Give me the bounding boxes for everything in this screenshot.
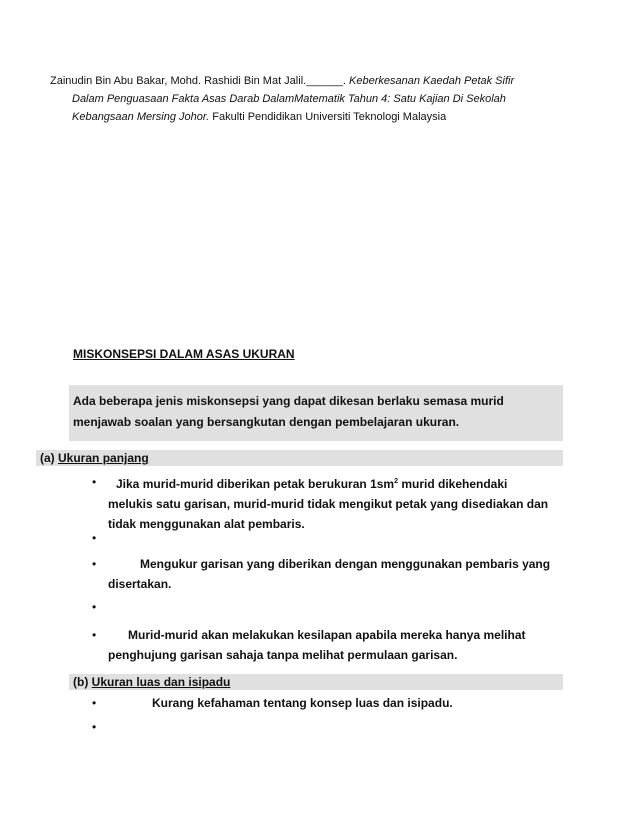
list-item-text xyxy=(108,472,560,534)
subsection-title-a: Ukuran panjang xyxy=(58,451,149,465)
list-item-line: Murid-murid akan melakukan kesilapan apabila mereka hanya melihat xyxy=(128,628,526,642)
bullet-marker: • xyxy=(92,720,97,734)
reference-line-3 xyxy=(50,108,562,126)
reference-citation xyxy=(50,72,562,126)
list-item-line: Mengukur garisan yang diberikan dengan menggunakan pembaris yang xyxy=(140,557,551,571)
reference-title-part-1: Keberkesanan Kaedah Petak Sifir xyxy=(349,75,515,87)
intro-paragraph xyxy=(69,385,563,441)
list-item-line: disertakan. xyxy=(108,577,172,591)
subsection-heading-a xyxy=(36,450,563,466)
reference-institution: Fakulti Pendidikan Universiti Teknologi Malaysia xyxy=(212,111,447,123)
intro-line-2: menjawab soalan yang bersangkutan dengan pembelajaran ukuran. xyxy=(73,415,460,429)
subsection-prefix-b: (b) xyxy=(73,675,89,689)
section-title: MISKONSEPSI DALAM ASAS UKURAN xyxy=(73,347,295,361)
list-item-line: tidak menggunakan alat pembaris. xyxy=(108,517,305,531)
list-item-line: Jika murid-murid diberikan petak berukuran $1sm^2$ murid dikehendaki xyxy=(116,477,508,491)
reference-line-2 xyxy=(50,90,562,108)
bullet-marker: • xyxy=(92,557,97,571)
list-item-text xyxy=(108,554,560,594)
list-item-text xyxy=(108,693,560,713)
bullet-marker: • xyxy=(92,628,97,642)
intro-line-1: Ada beberapa jenis miskonsepsi yang dapat dikesan berlaku semasa murid xyxy=(73,394,504,408)
list-item-line: melukis satu garisan, murid-murid tidak mengikut petak yang disediakan dan xyxy=(108,497,549,511)
list-item-line: Kurang kefahaman tentang konsep luas dan isipadu. xyxy=(152,696,453,710)
reference-line-1 xyxy=(50,72,562,90)
bullet-marker: • xyxy=(92,696,97,710)
reference-title-part-2: Dalam Penguasaan Fakta Asas Darab DalamMatematik Tahun 4: Satu Kajian Di Sekolah xyxy=(72,93,506,105)
subsection-heading-b xyxy=(69,674,563,690)
bullet-marker: • xyxy=(92,531,97,545)
bullet-marker: • xyxy=(92,600,97,614)
subsection-title-b: Ukuran luas dan isipadu xyxy=(91,675,231,689)
list-item-text xyxy=(108,625,560,665)
reference-authors: Zainudin Bin Abu Bakar, Mohd. Rashidi Bin Mat Jalil.______. xyxy=(50,75,346,87)
reference-title-part-3: Kebangsaan Mersing Johor. xyxy=(72,111,210,123)
list-item-line: penghujung garisan sahaja tanpa melihat permulaan garisan. xyxy=(108,648,458,662)
subsection-prefix-a: (a) xyxy=(40,451,55,465)
bullet-marker: • xyxy=(92,475,97,489)
